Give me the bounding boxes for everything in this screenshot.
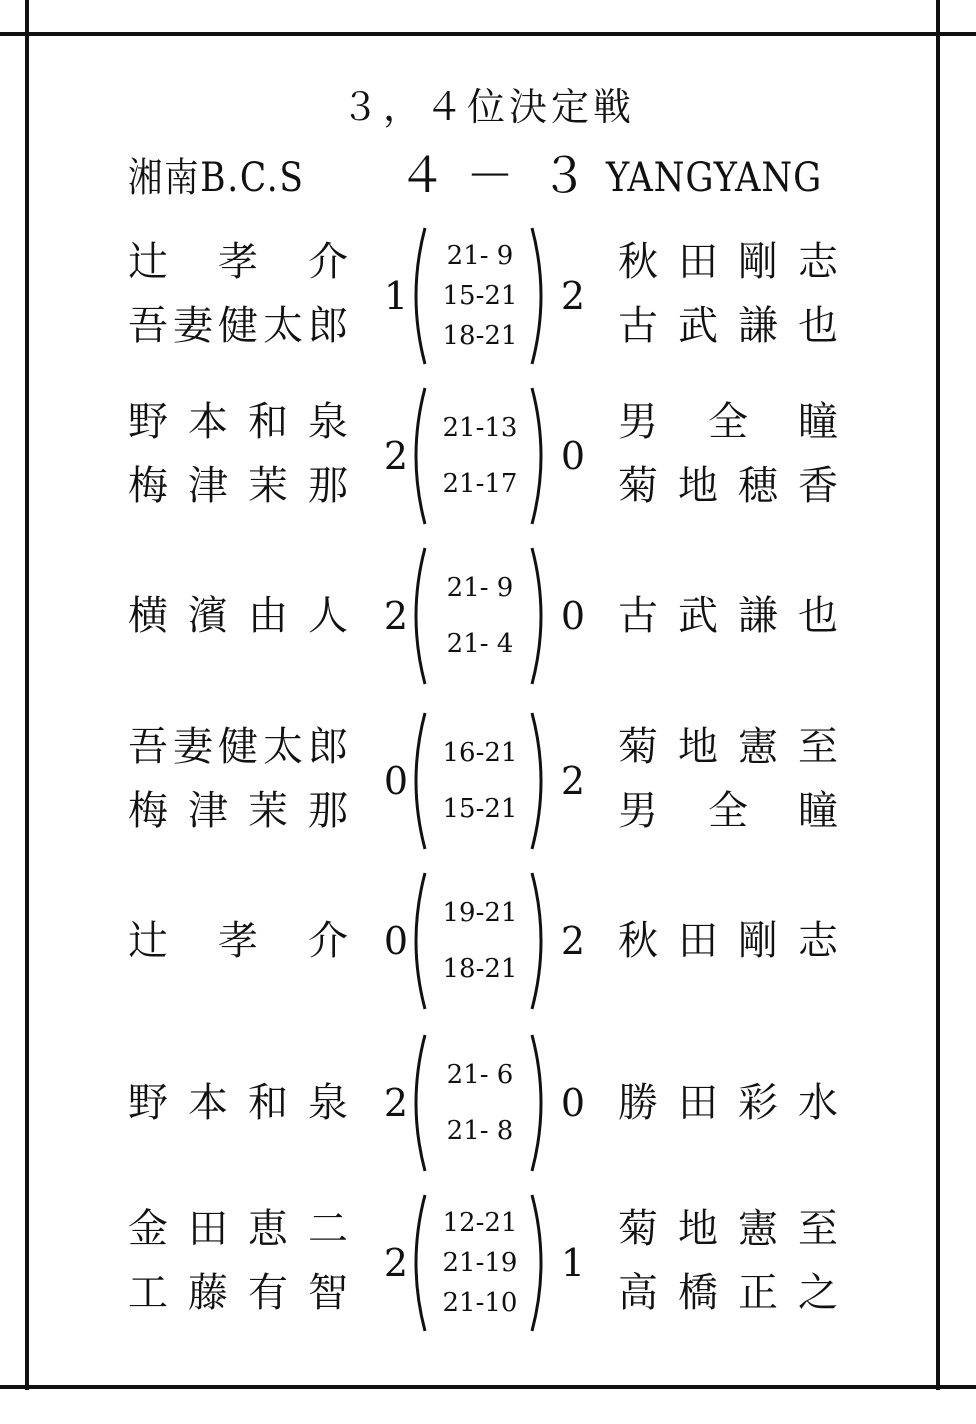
page-title: ３，４位決定戦	[340, 85, 635, 129]
left-team-score: ４	[398, 148, 447, 204]
paren-stroke	[416, 1195, 425, 1331]
right-team-score: ３	[540, 148, 589, 204]
right-parenthesis	[528, 545, 552, 687]
right-team-name: YANGYANG	[606, 155, 823, 201]
player-name: 男 全 瞳	[618, 788, 838, 834]
left-parenthesis	[405, 1192, 429, 1334]
match-block	[0, 1032, 976, 1174]
right-games-won: 0	[560, 1081, 586, 1125]
right-parenthesis	[528, 870, 552, 1012]
paren-stroke	[532, 1035, 541, 1171]
right-games-won: 2	[560, 919, 586, 963]
left-parenthesis	[405, 870, 429, 1012]
game-score: 18-21	[442, 321, 518, 351]
match-block	[0, 225, 976, 367]
player-name: 高 橋 正 之	[618, 1270, 838, 1316]
score-dash: －	[465, 148, 514, 204]
left-parenthesis	[405, 710, 429, 852]
paren-stroke	[416, 873, 425, 1009]
right-games-won: 2	[560, 274, 586, 318]
player-name: 横 濱 由 人	[128, 593, 348, 639]
game-score: 18-21	[442, 954, 518, 984]
player-name: 勝 田 彩 水	[618, 1080, 838, 1126]
game-score: 15-21	[442, 794, 518, 824]
paren-stroke	[416, 388, 425, 524]
player-name: 秋 田 剛 志	[618, 239, 838, 285]
player-name: 古 武 謙 也	[618, 593, 838, 639]
player-name: 野 本 和 泉	[128, 1080, 348, 1126]
left-games-won: 2	[383, 1241, 409, 1285]
player-name: 菊 地 憲 至	[618, 724, 838, 770]
match-block	[0, 710, 976, 852]
left-parenthesis	[405, 1032, 429, 1174]
left-games-won: 2	[383, 594, 409, 638]
left-parenthesis	[405, 545, 429, 687]
match-block	[0, 385, 976, 527]
paren-stroke	[532, 1195, 541, 1331]
player-name: 辻 孝 介	[128, 918, 348, 964]
right-parenthesis	[528, 1032, 552, 1174]
game-score: 21- 9	[446, 241, 514, 271]
player-name: 菊 地 穂 香	[618, 463, 838, 509]
left-games-won: 0	[383, 759, 409, 803]
match-block	[0, 545, 976, 687]
left-games-won: 2	[383, 1081, 409, 1125]
player-name: 古 武 謙 也	[618, 303, 838, 349]
paren-stroke	[416, 548, 425, 684]
border-bottom	[0, 1385, 976, 1389]
paren-stroke	[416, 713, 425, 849]
game-score: 16-21	[442, 738, 518, 768]
player-name: 野 本 和 泉	[128, 399, 348, 445]
paren-stroke	[532, 713, 541, 849]
left-games-won: 2	[383, 434, 409, 478]
game-score: 19-21	[442, 898, 518, 928]
right-games-won: 2	[560, 759, 586, 803]
game-score: 21- 8	[446, 1116, 514, 1146]
paren-stroke	[532, 548, 541, 684]
border-top	[0, 32, 976, 36]
game-score: 21- 4	[446, 629, 514, 659]
game-score: 12-21	[442, 1208, 518, 1238]
player-name: 梅 津 茉 那	[128, 463, 348, 509]
game-score: 21-17	[442, 469, 518, 499]
border-left	[25, 0, 29, 1390]
left-parenthesis	[405, 385, 429, 527]
game-score: 21- 6	[446, 1060, 514, 1090]
match-block	[0, 870, 976, 1012]
right-parenthesis	[528, 225, 552, 367]
paren-stroke	[532, 228, 541, 364]
paren-stroke	[416, 1035, 425, 1171]
player-name: 金 田 恵 二	[128, 1206, 348, 1252]
game-score: 21-19	[442, 1248, 518, 1278]
player-name: 秋 田 剛 志	[618, 918, 838, 964]
player-name: 工 藤 有 智	[128, 1270, 348, 1316]
player-name: 辻 孝 介	[128, 239, 348, 285]
paren-stroke	[532, 873, 541, 1009]
game-score: 21-13	[442, 413, 518, 443]
player-name: 吾 妻 健 太 郎	[128, 303, 348, 349]
border-right	[936, 0, 940, 1390]
paren-stroke	[416, 228, 425, 364]
player-name: 菊 地 憲 至	[618, 1206, 838, 1252]
player-name: 吾 妻 健 太 郎	[128, 724, 348, 770]
player-name: 男 全 瞳	[618, 399, 838, 445]
paren-stroke	[532, 388, 541, 524]
right-parenthesis	[528, 1192, 552, 1334]
right-parenthesis	[528, 385, 552, 527]
left-parenthesis	[405, 225, 429, 367]
game-score: 21- 9	[446, 573, 514, 603]
game-score: 21-10	[442, 1288, 518, 1318]
player-name: 梅 津 茉 那	[128, 788, 348, 834]
right-games-won: 0	[560, 434, 586, 478]
right-games-won: 0	[560, 594, 586, 638]
left-games-won: 0	[383, 919, 409, 963]
right-games-won: 1	[560, 1241, 586, 1285]
game-score: 15-21	[442, 281, 518, 311]
match-block	[0, 1192, 976, 1334]
right-parenthesis	[528, 710, 552, 852]
left-team-name: 湘南B.C.S	[128, 155, 305, 201]
left-games-won: 1	[383, 274, 409, 318]
